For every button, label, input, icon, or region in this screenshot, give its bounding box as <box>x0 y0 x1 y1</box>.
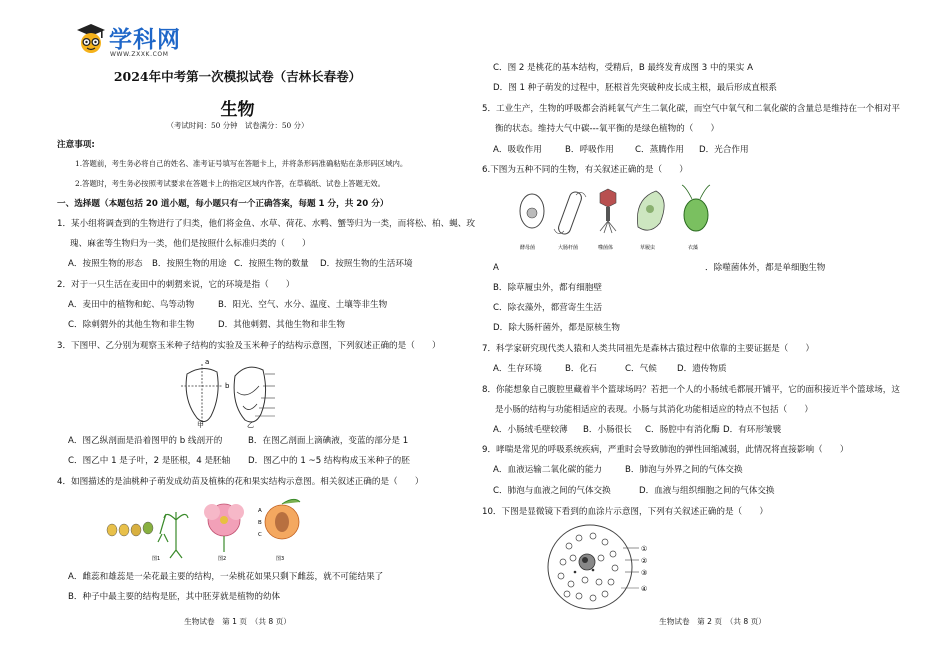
subject-title: 生物 <box>220 100 255 120</box>
q9-option-c[interactable]: C．肺泡与血液之间的气体交换 <box>493 486 611 496</box>
q6-option-b[interactable]: B．除草履虫外，都有细胞壁 <box>493 283 603 293</box>
corn-seed-figure <box>173 356 293 428</box>
q4-option-b[interactable]: B．种子中最主要的结构是胚，其中胚芽就是植物的幼体 <box>68 592 281 602</box>
blood-smear-figure <box>545 522 665 612</box>
q6-option-c[interactable]: C．除衣藻外，都营寄生生活 <box>493 303 603 313</box>
q2-option-c[interactable]: C．除刺猬外的其他生物和非生物 <box>68 320 195 330</box>
fig-label-2: 图2 <box>218 556 227 562</box>
peach-growth-figure <box>104 490 304 562</box>
q7-stem: 7．科学家研究现代类人猿和人类共同祖先是森林古猿过程中依靠的主要证据是（ ） <box>482 344 815 354</box>
q8-option-a[interactable]: A．小肠绒毛壁较薄 <box>493 425 568 435</box>
q2-option-d[interactable]: D．其他刺猬、其他生物和非生物 <box>218 320 345 330</box>
fig-label-b: b <box>225 382 230 390</box>
q3-stem: 3．下图甲、乙分别为观察玉米种子结构的实验及玉米种子的结构示意图，下列叙述正确的是（ ） <box>57 341 441 351</box>
q6-option-a-text[interactable]: ．除噬菌体外，都是单细胞生物 <box>705 263 826 273</box>
q9-option-d[interactable]: D．血液与组织细胞之间的气体交换 <box>639 486 775 496</box>
five-organisms-figure <box>510 183 720 253</box>
q9-stem: 9．哮喘是常见的呼吸系统疾病，严重时会导致肺泡的弹性回缩减弱，此情况将直接影响（ ） <box>482 445 849 455</box>
q6-stem: 6.下图为五种不同的生物，有关叙述正确的是（ ） <box>482 165 688 175</box>
fig-label-yi: 乙 <box>247 421 254 428</box>
q4-option-c[interactable]: C．图 2 是桃花的基本结构，受精后，B 最终发育成图 3 中的果实 A <box>493 63 753 73</box>
notice-2: 2.答题时，考生务必按照考试要求在答题卡上的指定区域内作答，在草稿纸、试卷上答题无效。 <box>75 179 386 188</box>
exam-title: 2024年中考第一次模拟试卷（吉林长春卷） <box>113 69 362 84</box>
fig-label-C: C <box>258 532 262 538</box>
page-footer-2: 生物试卷 第 2 页 （共 8 页） <box>659 617 766 626</box>
q10-label-3: ③ <box>641 569 648 577</box>
q1-option-a[interactable]: A．按照生物的形态 <box>68 259 143 269</box>
q2-stem: 2．对于一只生活在麦田中的刺猬来说，它的环境是指（ ） <box>57 280 295 290</box>
q10-label-1: ① <box>641 545 648 553</box>
q5-line-2: 衡的状态。维持大气中碳---氧平衡的是绿色植物的（ ） <box>495 124 720 134</box>
q1-line-2: 瑰、麻雀等生物归为一类，他们是按照什么标准归类的（ ） <box>70 239 311 249</box>
q7-option-a[interactable]: A．生存环境 <box>493 364 542 374</box>
notice-1: 1.答题前，考生务必将自己的姓名、准考证号填写在答题卡上，并将条形码准确粘贴在条形码区域内。 <box>75 159 408 168</box>
q5-line-1: 5．工业生产，生物的呼吸都会消耗氧气产生二氧化碳，而空气中氧气和二氧化碳的含量总是维持在一个相对平 <box>482 104 900 114</box>
q6-label-paramecium: 草履虫 <box>640 245 656 251</box>
logo <box>76 22 196 60</box>
mascot-icon <box>76 22 106 54</box>
q2-option-a[interactable]: A．麦田中的植物和蛇、鸟等动物 <box>68 300 195 310</box>
q5-option-c[interactable]: C．蒸腾作用 <box>635 145 684 155</box>
q6-option-d[interactable]: D．除大肠杆菌外，都是原核生物 <box>493 323 620 333</box>
q8-option-c[interactable]: C．肠腔中有消化酶 <box>645 425 720 435</box>
fig-label-a: a <box>205 358 210 366</box>
q6-label-ecoli: 大肠杆菌 <box>558 245 579 251</box>
logo-url: WWW.ZXXK.COM <box>110 51 169 58</box>
section-1-heading: 一、选择题（本题包括 20 道小题，每小题只有一个正确答案，每题 1 分，共 20 分） <box>57 199 389 209</box>
q5-option-d[interactable]: D．光合作用 <box>699 145 749 155</box>
q3-option-b[interactable]: B．在图乙剖面上滴碘液，变蓝的部分是 1 <box>248 436 409 446</box>
exam-info: （考试时间：50 分钟 试卷满分：50 分） <box>166 121 309 130</box>
q6-label-phage: 噬菌体 <box>598 245 614 251</box>
notice-heading: 注意事项: <box>57 140 95 150</box>
fig-label-A: A <box>258 508 262 514</box>
q9-option-b[interactable]: B．肺泡与外界之间的气体交换 <box>625 465 743 475</box>
q6-option-a-letter[interactable]: A <box>493 263 499 273</box>
fig-label-jia: 甲 <box>197 421 204 428</box>
q7-option-b[interactable]: B．化石 <box>565 364 597 374</box>
q5-option-a[interactable]: A．吸收作用 <box>493 145 542 155</box>
q1-option-c[interactable]: C．按照生物的数量 <box>234 259 309 269</box>
q6-label-chlamydomonas: 衣藻 <box>688 245 699 251</box>
q4-option-d[interactable]: D．图 1 种子萌发的过程中，胚根首先突破种皮长成主根，最后形成直根系 <box>493 83 777 93</box>
q4-stem: 4．如图描述的是油桃种子萌发成幼苗及植株的花和果实结构示意图。相关叙述正确的是（ ） <box>57 477 424 487</box>
q4-option-a[interactable]: A．雌蕊和雄蕊是一朵花最主要的结构，一朵桃花如果只剩下雌蕊，就不可能结果了 <box>68 572 384 582</box>
q9-option-a[interactable]: A．血液运输二氧化碳的能力 <box>493 465 603 475</box>
q7-option-c[interactable]: C．气候 <box>625 364 657 374</box>
q8-line-1: 8．你能想象自己腹腔里藏着半个篮球场吗？若把一个人的小肠绒毛都展开铺平，它的面积接近半个篮球场，这 <box>482 385 900 395</box>
q5-option-b[interactable]: B．呼吸作用 <box>565 145 614 155</box>
q2-option-b[interactable]: B．阳光、空气、水分、温度、土壤等非生物 <box>218 300 388 310</box>
right-page <box>475 0 950 672</box>
q8-option-b[interactable]: B．小肠很长 <box>583 425 632 435</box>
q1-option-d[interactable]: D．按照生物的生活环境 <box>320 259 413 269</box>
fig-label-1: 图1 <box>152 556 161 562</box>
q1-option-b[interactable]: B．按照生物的用途 <box>152 259 227 269</box>
page-footer-1: 生物试卷 第 1 页 （共 8 页） <box>184 617 291 626</box>
q8-line-2: 是小肠的结构与功能相适应的表现。小肠与其消化功能相适应的特点不包括（ ） <box>495 405 813 415</box>
fig-label-3: 图3 <box>276 556 285 562</box>
q3-option-d[interactable]: D．图乙中的 1 ~5 结构构成玉米种子的胚 <box>248 456 410 466</box>
q10-stem: 10．下图是显微镜下看到的血涂片示意图，下列有关叙述正确的是（ ） <box>482 507 768 517</box>
logo-name: 学科网 <box>109 27 181 53</box>
fig-label-B: B <box>258 520 262 526</box>
q3-option-a[interactable]: A．图乙纵剖面是沿着图甲的 b 线剖开的 <box>68 436 223 446</box>
q3-option-c[interactable]: C．图乙中 1 是子叶，2 是胚根，4 是胚轴 <box>68 456 231 466</box>
q8-option-d[interactable]: D．有环形皱襞 <box>723 425 782 435</box>
q10-label-4: ④ <box>641 585 648 593</box>
q6-label-yeast: 酵母菌 <box>520 245 536 251</box>
q7-option-d[interactable]: D．遗传物质 <box>677 364 727 374</box>
q1-line-1: 1．某小组将调查到的生物进行了归类，他们将金鱼、水草、荷花、水鸭、蟹等归为一类，而将松、柏、蝇、玫 <box>57 219 475 229</box>
q10-label-2: ② <box>641 557 648 565</box>
